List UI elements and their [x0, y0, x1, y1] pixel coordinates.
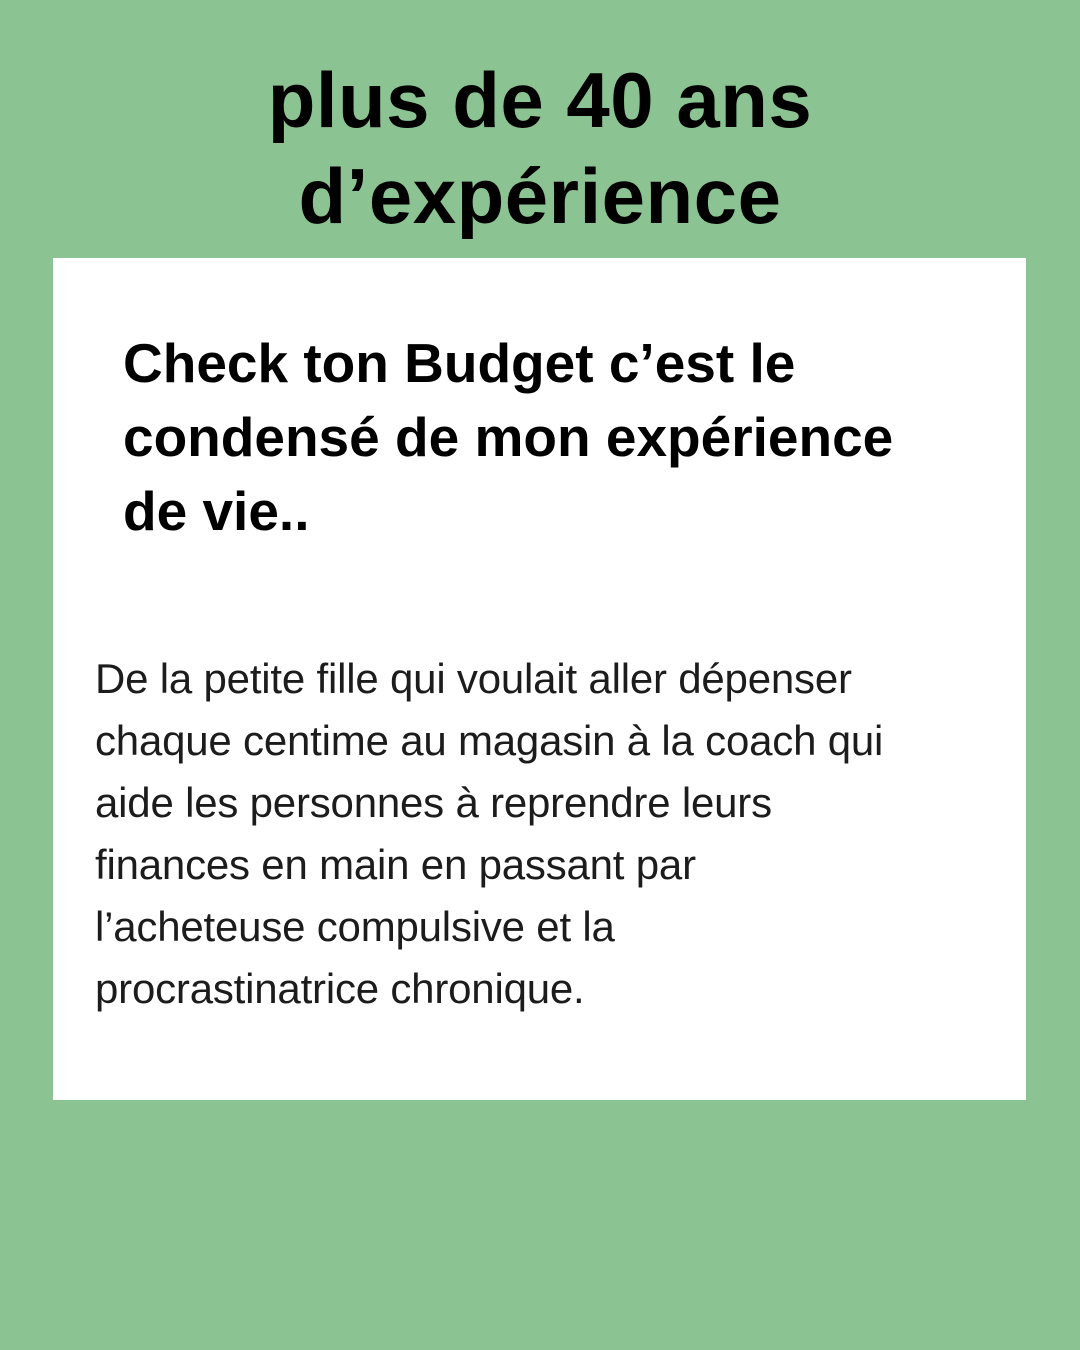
card-body-line-1: De la petite fille qui voulait aller dépenser — [95, 655, 852, 702]
card-heading — [123, 326, 893, 548]
card-body-text — [95, 648, 883, 1020]
page-title — [0, 52, 1080, 244]
card-body-line-6: procrastinatrice chronique. — [95, 965, 585, 1012]
card-body-line-3: aide les personnes à reprendre leurs — [95, 779, 772, 826]
page-title-line-2: d’expérience — [298, 152, 782, 240]
content-card — [53, 258, 1026, 1100]
card-body-line-2: chaque centime au magasin à la coach qui — [95, 717, 884, 764]
page-title-line-1: plus de 40 ans — [267, 56, 813, 144]
card-body-line-5: l’acheteuse compulsive et la — [95, 903, 615, 950]
card-heading-line-3: de vie.. — [123, 480, 310, 542]
card-body-line-4: finances en main en passant par — [95, 841, 696, 888]
card-heading-line-1: Check ton Budget c’est le — [123, 332, 796, 394]
card-heading-line-2: condensé de mon expérience — [123, 406, 894, 468]
